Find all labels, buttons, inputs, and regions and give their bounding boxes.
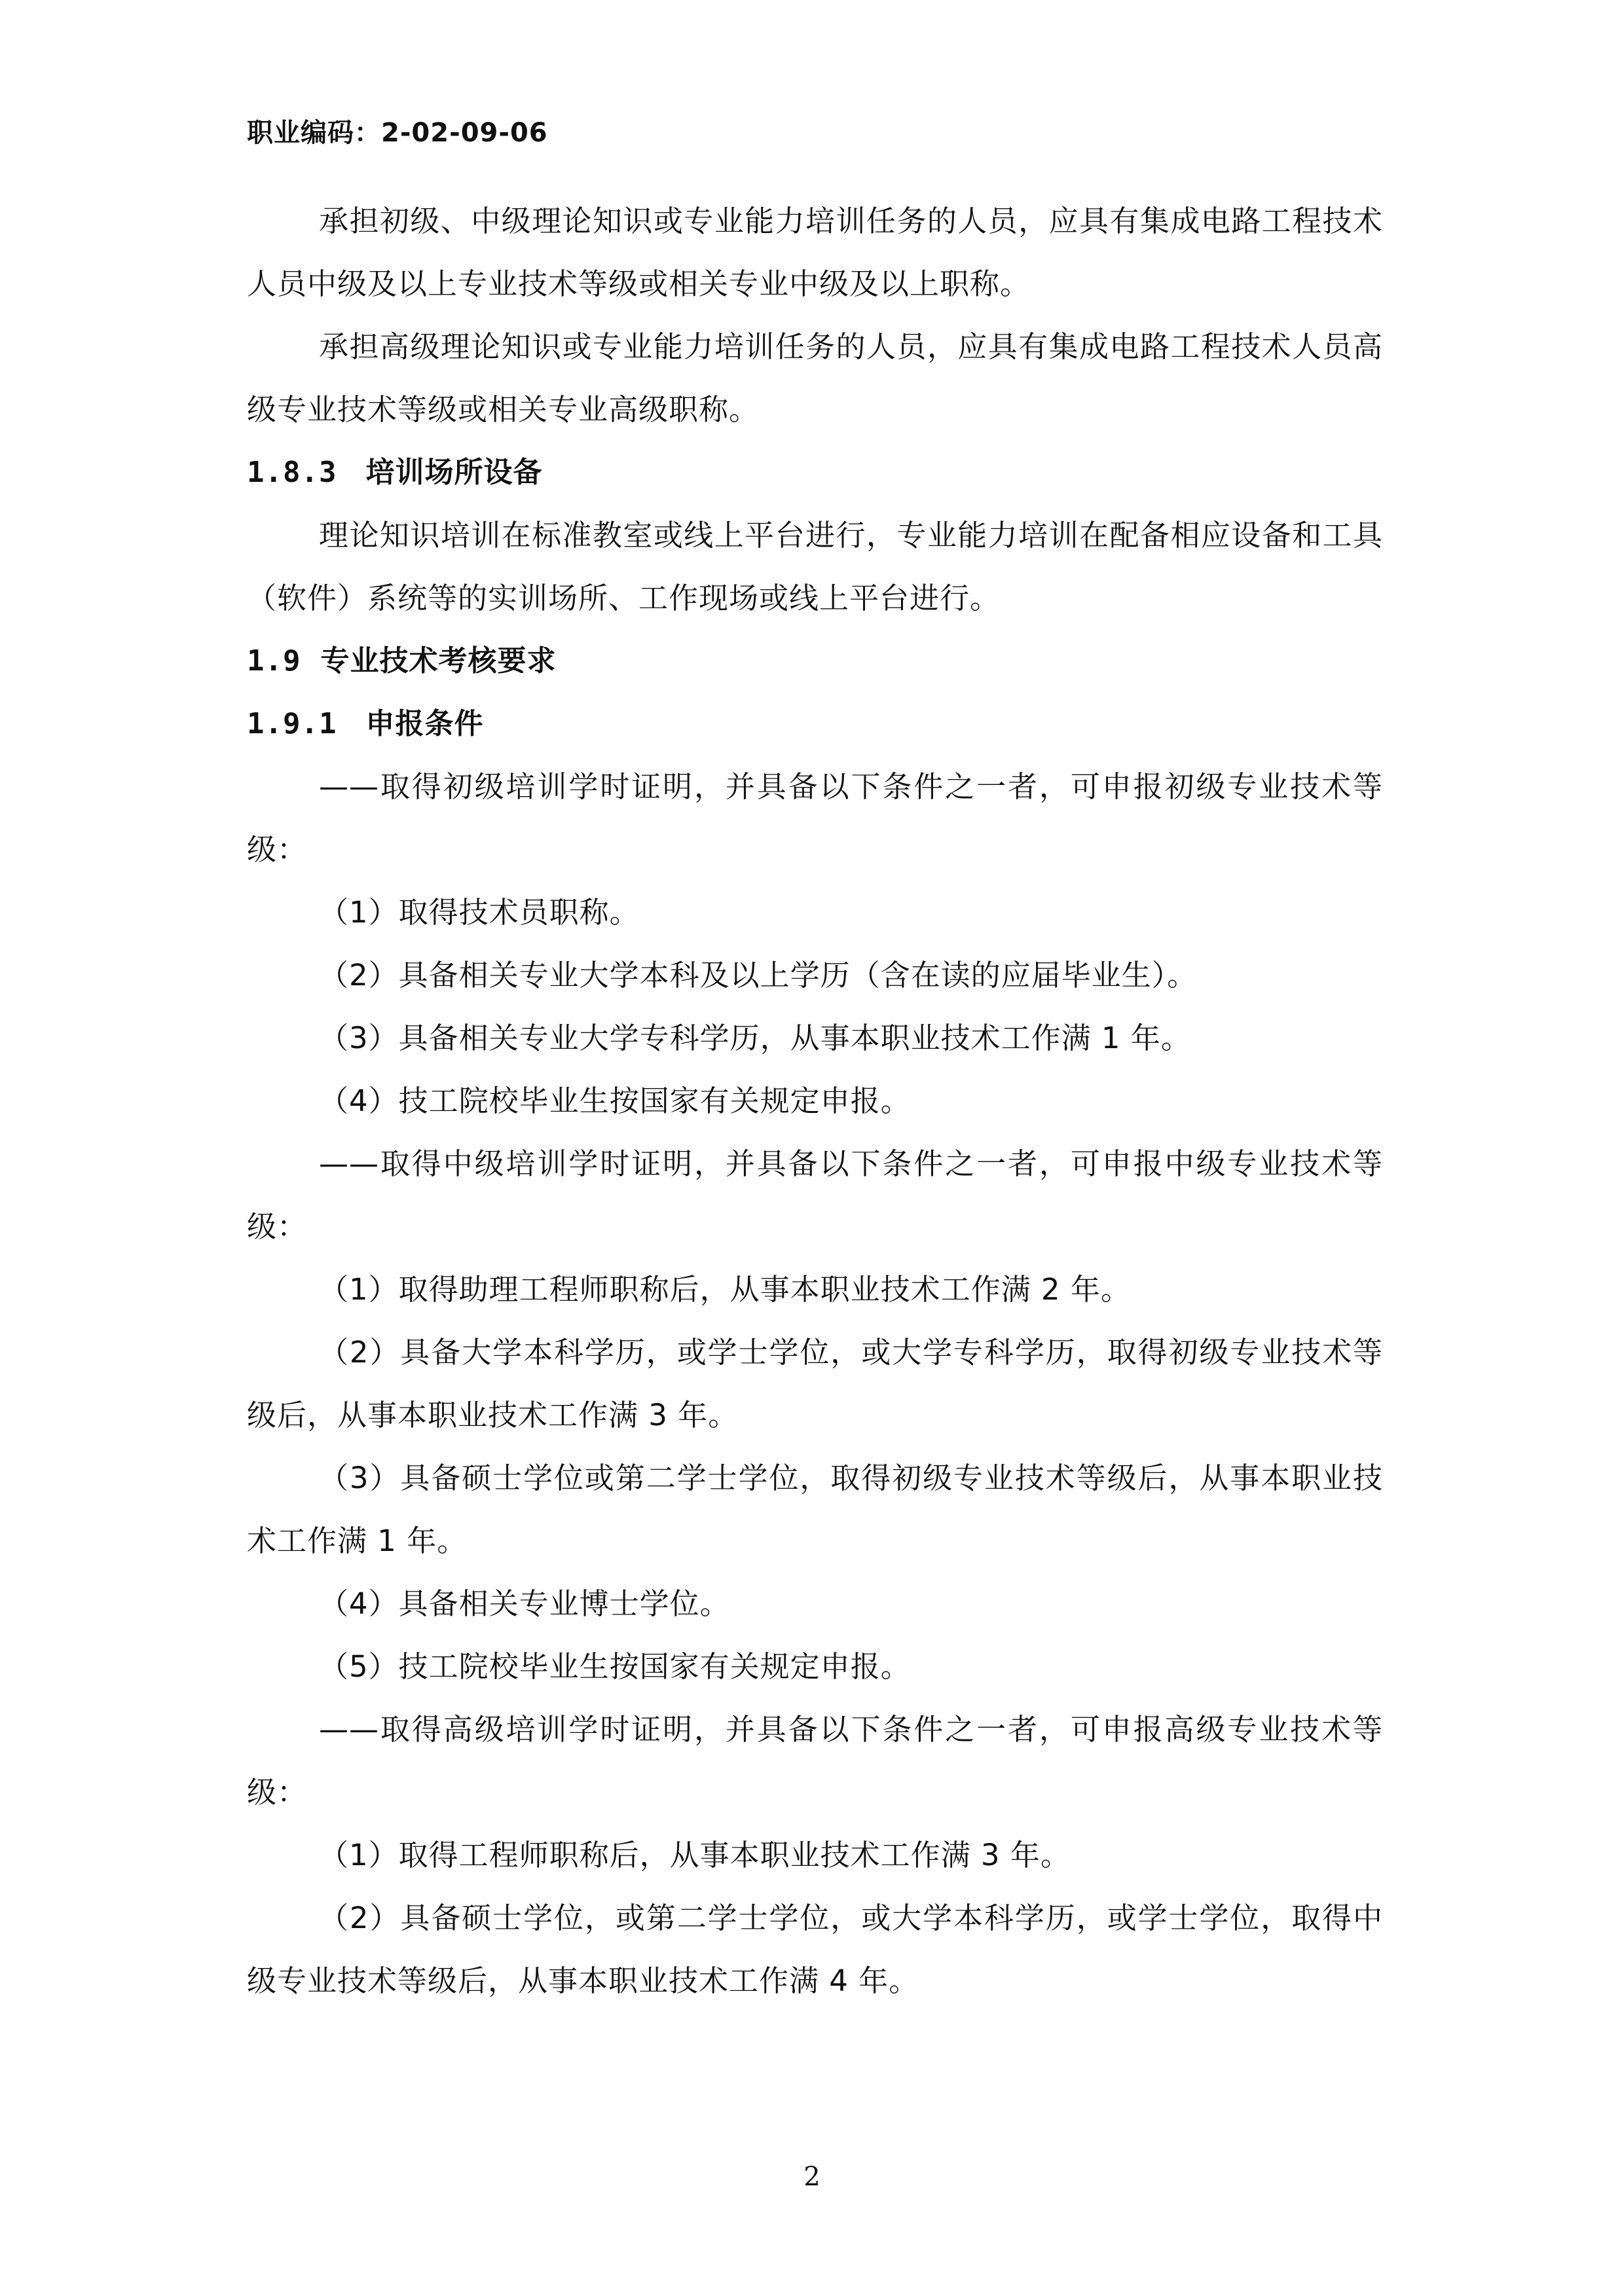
list-item: （1）取得技术员职称。	[319, 895, 640, 930]
section-number: 1.8.3	[247, 456, 337, 489]
section-number: 1.9	[247, 644, 301, 678]
page-number: 2	[803, 2162, 821, 2192]
paragraph-trainer-junior-middle: 承担初级、中级理论知识或专业能力培训任务的人员，应具有集成电路工程技术人员中级及以上专业技术等级或相关专业中级及以上职称。	[247, 204, 1383, 301]
list-item: （2）具备大学本科学历，或学士学位，或大学专科学历，取得初级专业技术等级后，从事本职业技术工作满 3 年。	[247, 1335, 1383, 1432]
paragraph-training-facilities: 理论知识培训在标准教室或线上平台进行，专业能力培训在配备相应设备和工具（软件）系统等的实训场所、工作现场或线上平台进行。	[247, 518, 1383, 615]
section-heading-1-9-1	[247, 693, 1383, 756]
section-title: 申报条件	[365, 707, 484, 740]
list-item: （1）取得助理工程师职称后，从事本职业技术工作满 2 年。	[319, 1272, 1131, 1307]
list-item: （3）具备硕士学位或第二学士学位，取得初级专业技术等级后，从事本职业技术工作满 1 年。	[247, 1461, 1383, 1558]
list-item: （3）具备相关专业大学专科学历，从事本职业技术工作满 1 年。	[319, 1021, 1191, 1055]
list-item: （1）取得工程师职称后，从事本职业技术工作满 3 年。	[319, 1838, 1071, 1872]
junior-level-intro: ——取得初级培训学时证明，并具备以下条件之一者，可申报初级专业技术等级：	[247, 769, 1383, 867]
section-number: 1.9.1	[247, 707, 337, 740]
list-item: （2）具备硕士学位，或第二学士学位，或大学本科学历，或学士学位，取得中级专业技术等级后，从事本职业技术工作满 4 年。	[247, 1901, 1383, 1998]
list-item: （4）技工院校毕业生按国家有关规定申报。	[319, 1084, 911, 1118]
list-item: （5）技工院校毕业生按国家有关规定申报。	[319, 1649, 911, 1684]
section-title: 专业技术考核要求	[320, 644, 557, 678]
section-heading-1-9	[247, 630, 1383, 693]
middle-level-intro: ——取得中级培训学时证明，并具备以下条件之一者，可申报中级专业技术等级：	[247, 1146, 1383, 1244]
paragraph-trainer-senior: 承担高级理论知识或专业能力培训任务的人员，应具有集成电路工程技术人员高级专业技术等级或相关专业高级职称。	[247, 329, 1383, 427]
senior-level-intro: ——取得高级培训学时证明，并具备以下条件之一者，可申报高级专业技术等级：	[247, 1712, 1383, 1810]
document-body	[247, 190, 1383, 2013]
section-title: 培训场所设备	[365, 456, 543, 489]
occupation-code: 职业编码：2-02-09-06	[247, 118, 548, 148]
section-heading-1-8-3	[247, 441, 1383, 504]
list-item: （4）具备相关专业博士学位。	[319, 1586, 730, 1621]
list-item: （2）具备相关专业大学本科及以上学历（含在读的应届毕业生）。	[319, 958, 1198, 993]
